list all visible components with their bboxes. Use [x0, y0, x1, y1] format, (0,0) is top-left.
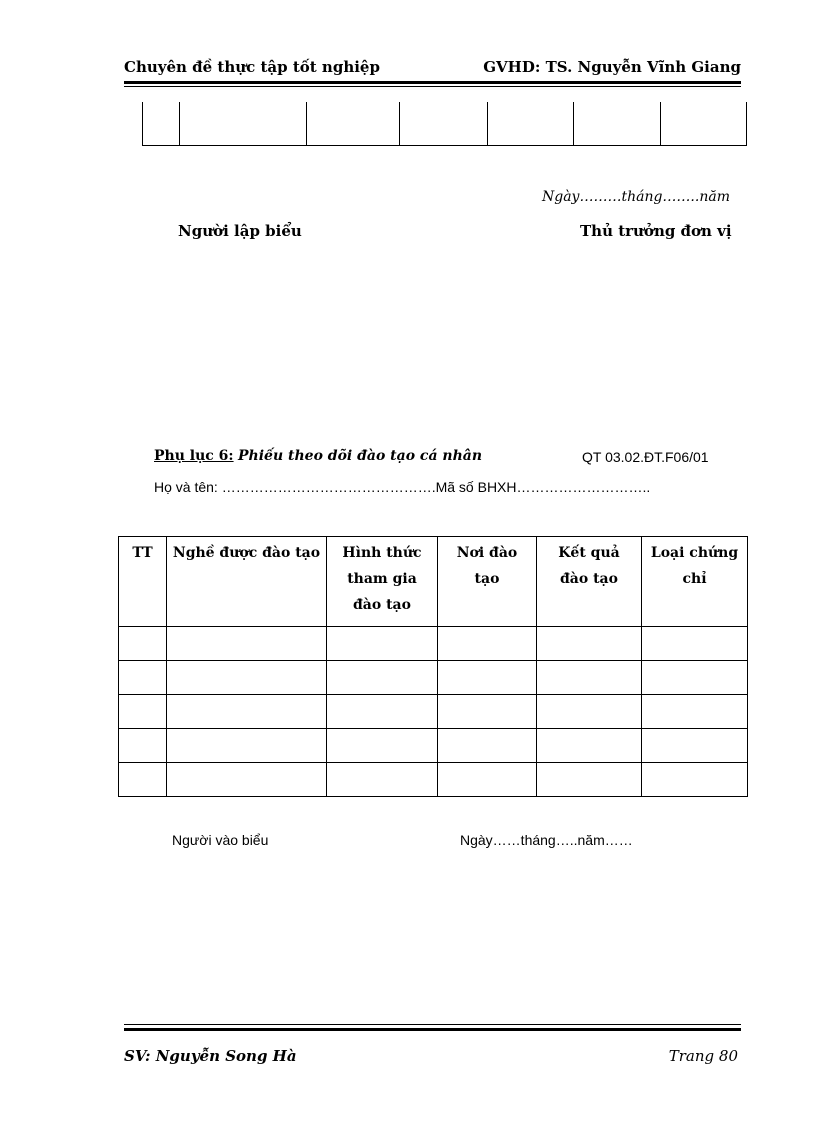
- table-cell: [119, 763, 167, 797]
- signature-date: Ngày………tháng……..năm: [542, 189, 730, 205]
- table-cell: [119, 729, 167, 763]
- table-row: [119, 763, 748, 797]
- footer-rule-thin: [124, 1024, 741, 1025]
- table-header-row: [119, 537, 748, 627]
- col-header-result: Kết quả đào tạo: [537, 537, 642, 627]
- table-cell: [438, 729, 537, 763]
- table-cell: [438, 695, 537, 729]
- table-cell: [327, 695, 438, 729]
- table-cell: [438, 763, 537, 797]
- table-cell: [642, 695, 748, 729]
- header-title: Chuyên đề thực tập tốt nghiệp: [124, 58, 380, 76]
- col-header-place: Nơi đào tạo: [438, 537, 537, 627]
- page-number: Trang 80: [668, 1047, 738, 1065]
- table-cell: [327, 627, 438, 661]
- signature-preparer: Người lập biểu: [178, 222, 302, 240]
- header-rule-thin: [124, 86, 741, 87]
- table-row: [119, 661, 748, 695]
- table-cell: [167, 661, 327, 695]
- form-date: Ngày……tháng…..năm……: [460, 832, 633, 848]
- table-cell: [119, 695, 167, 729]
- form-code: QT 03.02.ĐT.F06/01: [582, 449, 709, 465]
- table-cell: [642, 763, 748, 797]
- table-cell: [642, 627, 748, 661]
- form-entered-by: Người vào biểu: [172, 832, 269, 848]
- table-cell: [327, 763, 438, 797]
- table-cell: [537, 661, 642, 695]
- table-cell: [438, 627, 537, 661]
- table-cell: [438, 661, 537, 695]
- table-cell: [537, 627, 642, 661]
- table-cell: [167, 763, 327, 797]
- signature-head: Thủ trưởng đơn vị: [580, 222, 732, 240]
- col-header-form: Hình thức tham gia đào tạo: [327, 537, 438, 627]
- table-row: [119, 695, 748, 729]
- table-cell: [327, 729, 438, 763]
- table-cell: [537, 695, 642, 729]
- table-cell: [119, 627, 167, 661]
- training-table: [118, 536, 748, 797]
- col-header-tt: TT: [119, 537, 167, 627]
- table-cell: [167, 729, 327, 763]
- table-cell: [642, 729, 748, 763]
- table-row: [119, 627, 748, 661]
- col-header-certificate: Loại chứng chỉ: [642, 537, 748, 627]
- table-cell: [537, 729, 642, 763]
- table-cell: [537, 763, 642, 797]
- table-cell: [167, 695, 327, 729]
- student-name: SV: Nguyễn Song Hà: [124, 1047, 297, 1065]
- previous-table-remainder: [142, 102, 747, 146]
- appendix-heading: [154, 448, 482, 464]
- table-cell: [167, 627, 327, 661]
- appendix-label: Phụ lục 6:: [154, 448, 234, 464]
- table-cell: [119, 661, 167, 695]
- header-rule-thick: [124, 81, 741, 84]
- table-row: [119, 729, 748, 763]
- name-line: Họ và tên: ……………………………………….Mã số BHXH………………………..: [154, 479, 651, 495]
- table-cell: [642, 661, 748, 695]
- footer-rule-thick: [124, 1028, 741, 1031]
- table-cell: [327, 661, 438, 695]
- header-advisor: GVHD: TS. Nguyễn Vĩnh Giang: [483, 58, 741, 76]
- appendix-title: Phiếu theo dõi đào tạo cá nhân: [238, 448, 482, 464]
- col-header-occupation: Nghề được đào tạo: [167, 537, 327, 627]
